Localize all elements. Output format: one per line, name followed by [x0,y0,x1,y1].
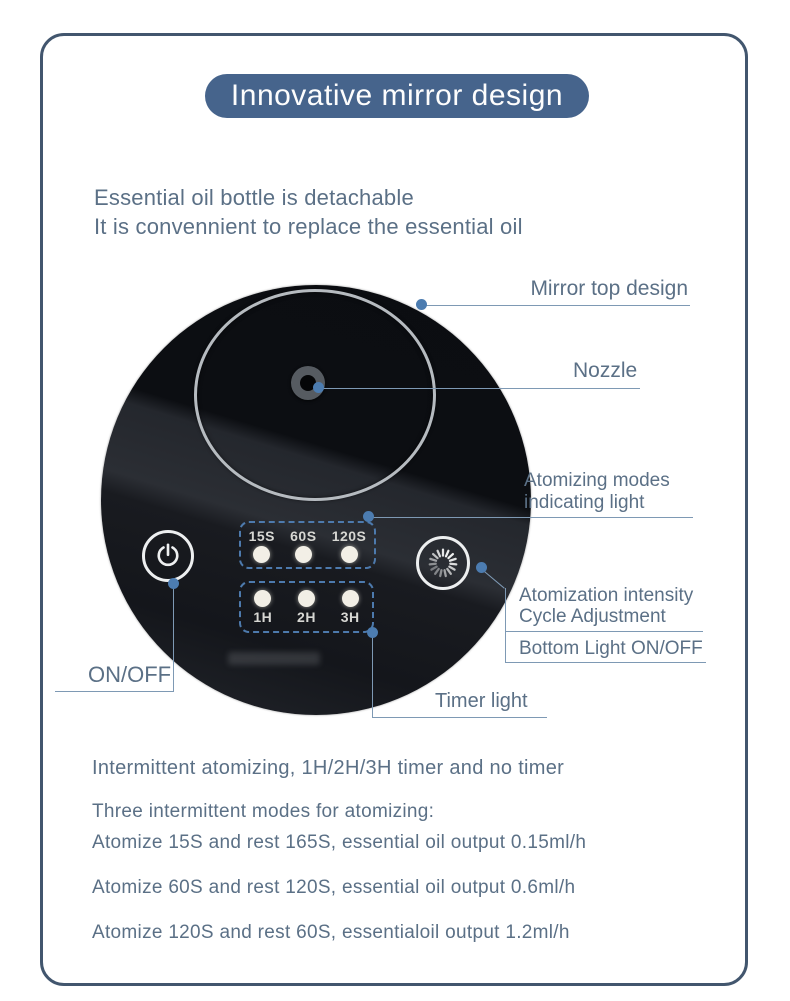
timer-1h-led [254,590,271,607]
footer-line-1: Intermittent atomizing, 1H/2H/3H timer and no timer [92,757,565,779]
power-button [142,530,194,582]
label-nozzle: Nozzle [573,359,638,382]
callout-line-nozzle [318,388,640,389]
callout-dot-mirror [416,299,427,310]
timer-1h [253,590,272,625]
label-atomization-intensity [519,585,693,627]
atomizing-mode-button-group [239,521,376,569]
footer-line-4: Atomize 60S and rest 120S, essential oil output 0.6ml/h [92,877,576,898]
mode-15s-led [253,546,270,563]
timer-2h [297,590,316,625]
footer-line-3: Atomize 15S and rest 165S, essential oil output 0.15ml/h [92,832,587,853]
timer-3h-led [342,590,359,607]
callout-dot-timer [367,627,378,638]
mode-15s [249,528,275,563]
callout-dot-intensity [476,562,487,573]
faint-logo [228,652,320,665]
timer-1h-label: 1H [253,608,273,625]
label-atomizing-modes [524,470,670,514]
callout-line-timer-vert [372,632,373,717]
mode-15s-label: 15S [248,527,275,544]
footer-line-5: Atomize 120S and rest 60S, essentialoil output 1.2ml/h [92,922,570,943]
callout-dot-power [168,578,179,589]
mode-60s-led [295,546,312,563]
label-timer-light: Timer light [435,690,528,712]
mode-60s-label: 60S [290,527,317,544]
callout-line-intensity-vert [505,588,506,663]
title-banner [205,74,589,118]
callout-underline-intensity [505,631,703,632]
intro-text [94,183,523,241]
callout-underline-onoff [55,691,174,692]
label-atomizing-modes-line2: indicating light [524,492,645,513]
timer-3h [341,590,360,625]
timer-2h-label: 2H [297,608,316,625]
mode-60s [290,528,316,563]
callout-line-mirror [422,305,690,306]
intro-line-2: It is convennient to replace the essential oil [94,214,523,239]
label-on-off: ON/OFF [88,662,172,687]
timer-3h-label: 3H [340,608,360,625]
mode-120s-led [341,546,358,563]
callout-line-modes [368,517,693,518]
diffuser-top-photo [101,285,531,715]
mode-120s-label: 120S [331,527,367,544]
callout-underline-timer [372,717,547,718]
label-mirror-top-design: Mirror top design [530,277,688,300]
label-bottom-light: Bottom Light ON/OFF [519,638,703,659]
label-atomization-intensity-line1: Atomization intensity [519,585,694,606]
intensity-button [416,536,470,590]
callout-underline-bottom-light [505,662,706,663]
intro-line-1: Essential oil bottle is detachable [94,185,414,210]
callout-dot-nozzle [313,382,324,393]
timer-2h-led [298,590,315,607]
timer-button-group [239,581,374,633]
callout-line-power-vert [173,583,174,691]
footer-line-2: Three intermittent modes for atomizing: [92,801,435,822]
page-title: Innovative mirror design [230,79,564,112]
mode-120s [332,528,367,563]
spinner-icon [427,547,459,579]
label-atomizing-modes-line1: Atomizing modes [524,470,670,491]
power-icon [153,541,183,571]
callout-dot-modes [363,511,374,522]
label-atomization-intensity-line2: Cycle Adjustment [519,606,666,627]
